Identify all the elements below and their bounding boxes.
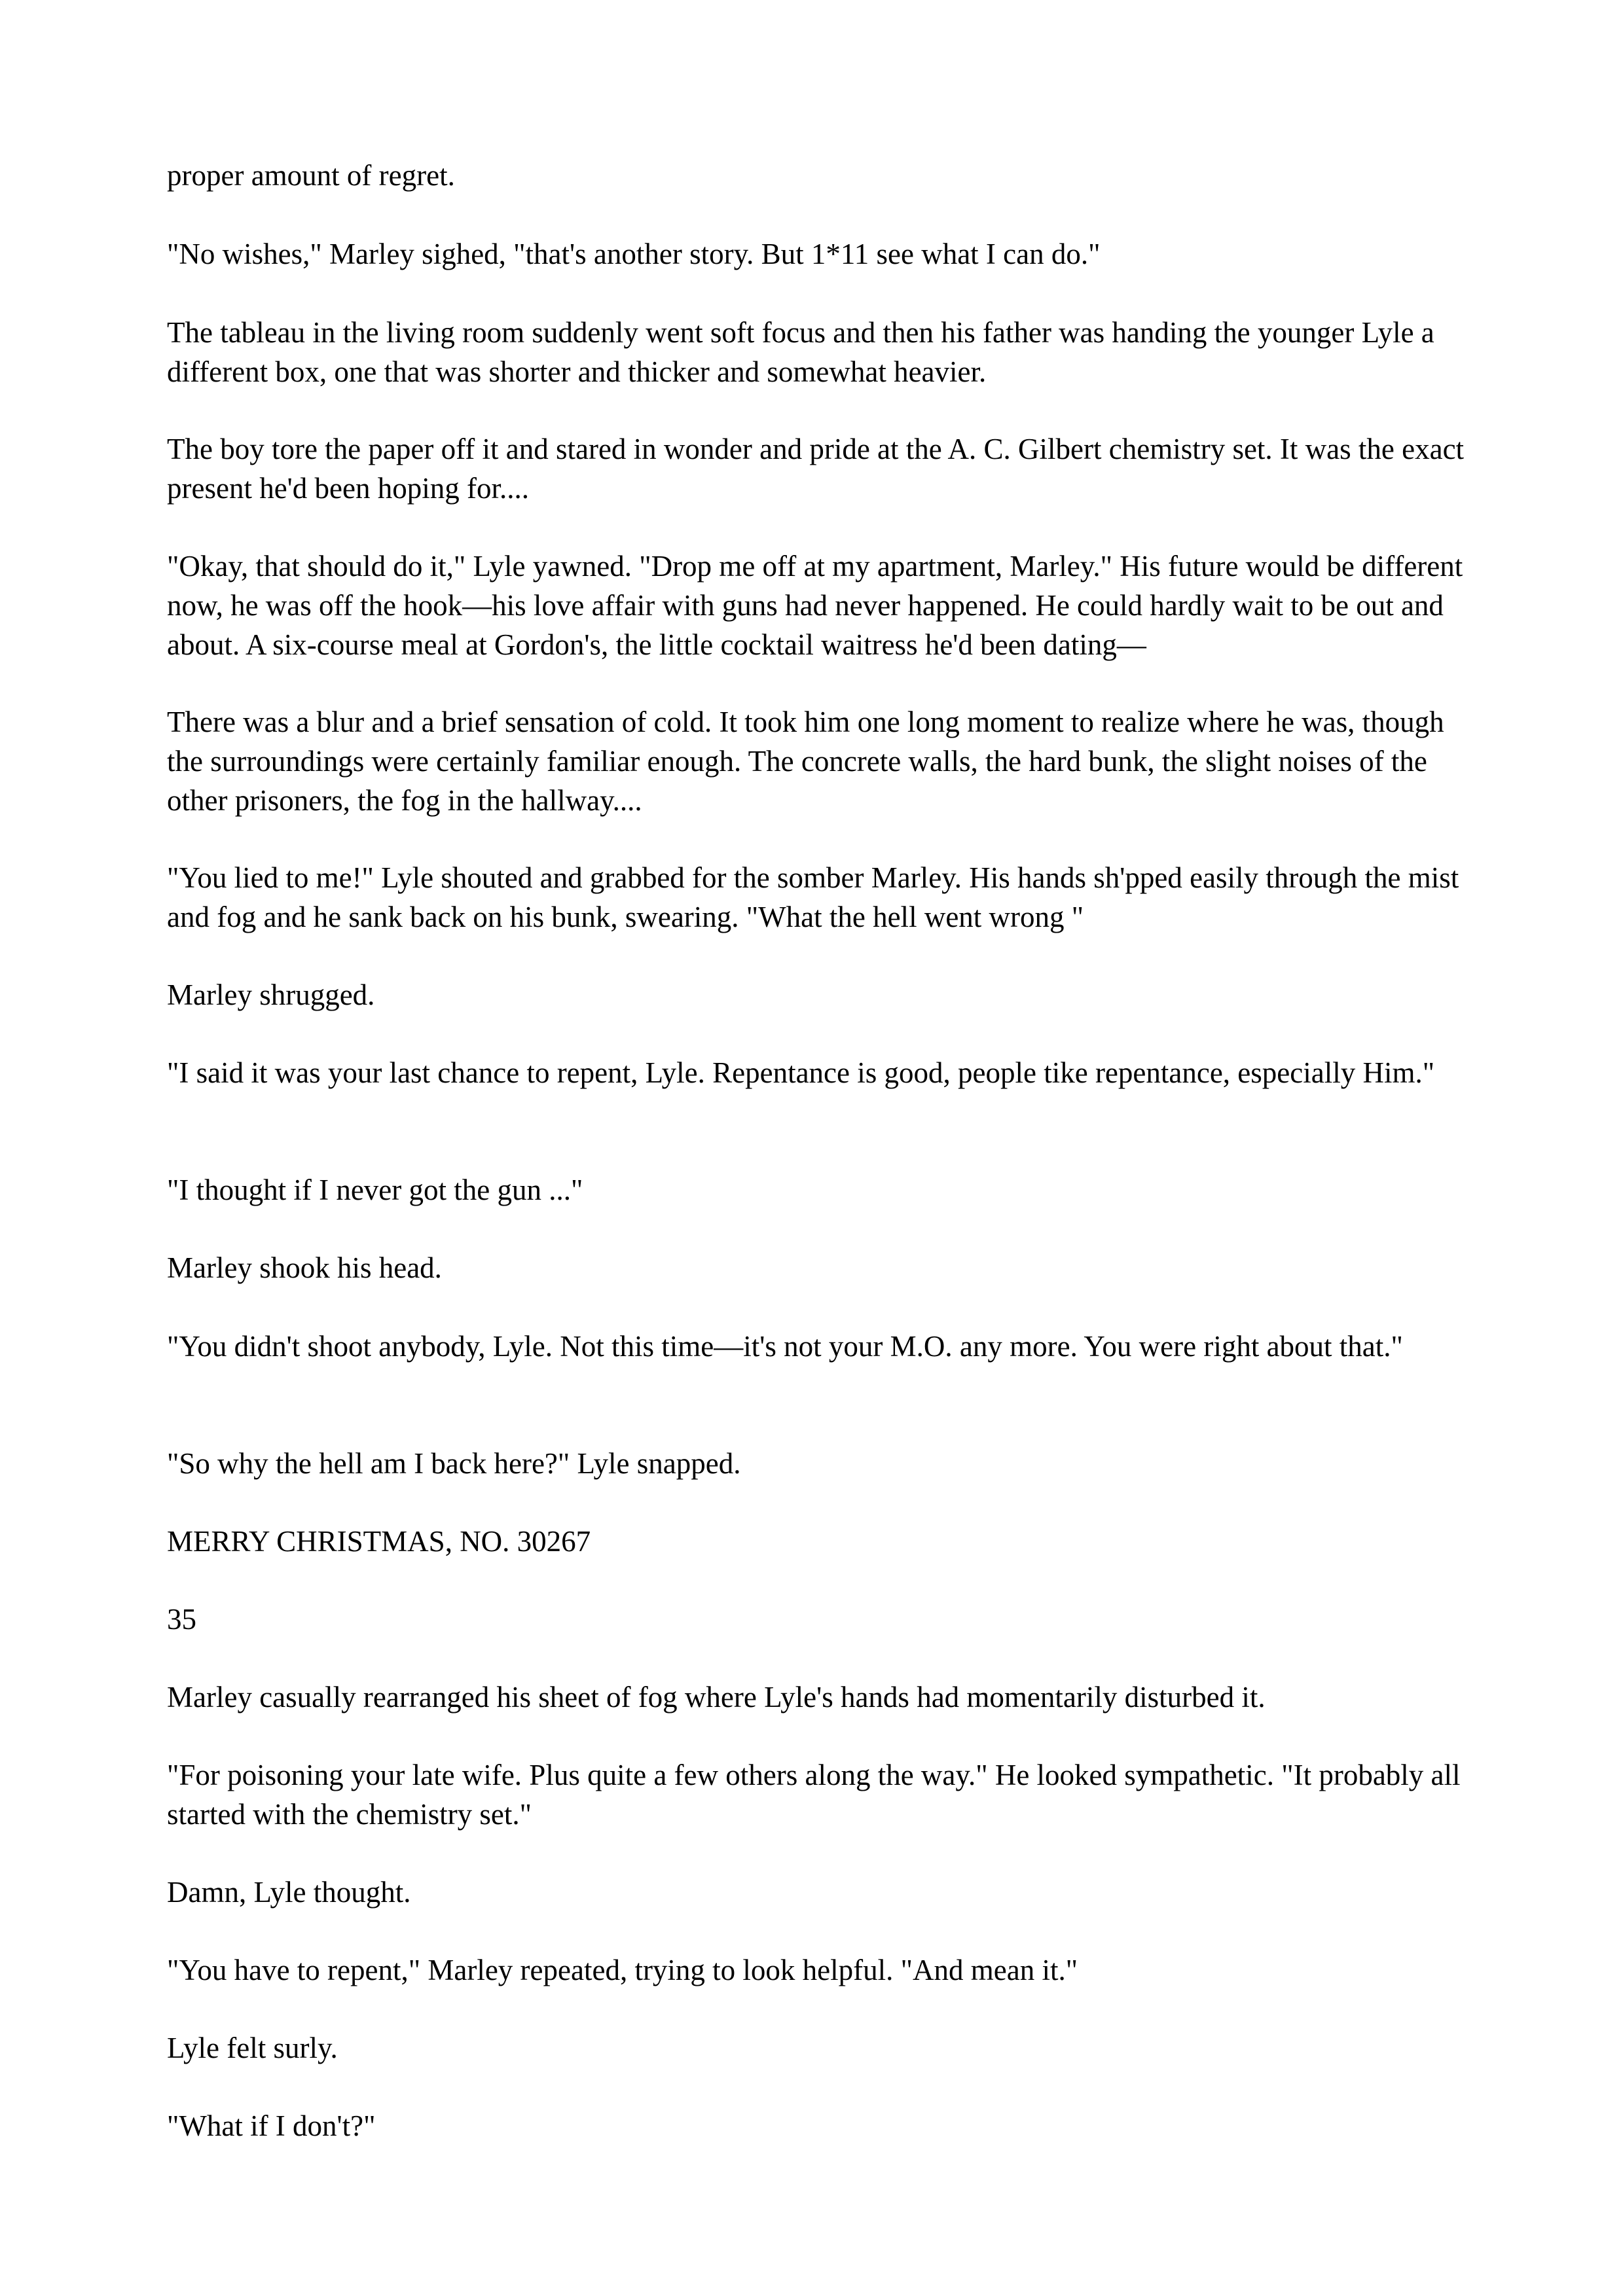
document-page xyxy=(167,0,1483,2296)
paragraph: Marley shook his head. xyxy=(167,1251,442,1284)
running-header: MERRY CHRISTMAS, NO. 30267 xyxy=(167,1525,591,1558)
paragraph: "Okay, that should do it," Lyle yawned. "Drop me off at my apartment, Marley." His future would be different now, he was off the hook—his love affair with guns had never happened. He could hardly wait to be out and about. A six-course meal at Gordon's, the little cocktail waitress he'd been dating— xyxy=(167,550,1463,661)
paragraph: The boy tore the paper off it and stared in wonder and pride at the A. C. Gilbert chemistry set. It was the exact present he'd been hoping for.... xyxy=(167,433,1465,505)
paragraph: "What if I don't?" xyxy=(167,2109,376,2142)
paragraph: Lyle felt surly. xyxy=(167,2032,338,2064)
page-number: 35 xyxy=(167,1603,196,1636)
paragraph: proper amount of regret. xyxy=(167,159,455,192)
paragraph: "You didn't shoot anybody, Lyle. Not this time—it's not your M.O. any more. You were right about that." xyxy=(167,1330,1403,1363)
paragraph: Damn, Lyle thought. xyxy=(167,1876,411,1909)
paragraph: Marley shrugged. xyxy=(167,978,375,1011)
paragraph: The tableau in the living room suddenly went soft focus and then his father was handing the younger Lyle a different box, one that was shorter and thicker and somewhat heavier. xyxy=(167,316,1434,388)
paragraph: "So why the hell am I back here?" Lyle snapped. xyxy=(167,1447,741,1480)
paragraph: Marley casually rearranged his sheet of fog where Lyle's hands had momentarily disturbed it. xyxy=(167,1681,1266,1713)
paragraph: "For poisoning your late wife. Plus quite a few others along the way." He looked sympathetic. "It probably all started with the chemistry set." xyxy=(167,1759,1461,1831)
paragraph: There was a blur and a brief sensation of cold. It took him one long moment to realize where he was, though the surroundings were certainly familiar enough. The concrete walls, the hard bunk, the slight noises of the other prisoners, the fog in the hallway.... xyxy=(167,706,1444,817)
paragraph: "No wishes," Marley sighed, "that's another story. But 1*11 see what I can do." xyxy=(167,238,1101,270)
paragraph: "I said it was your last chance to repent, Lyle. Repentance is good, people tike repentance, especially Him." xyxy=(167,1056,1435,1089)
paragraph: "You lied to me!" Lyle shouted and grabbed for the somber Marley. His hands sh'pped easily through the mist and fog and he sank back on his bunk, swearing. "What the hell went wrong " xyxy=(167,861,1459,933)
paragraph: "I thought if I never got the gun ..." xyxy=(167,1174,583,1206)
paragraph: "You have to repent," Marley repeated, trying to look helpful. "And mean it." xyxy=(167,1954,1078,1986)
